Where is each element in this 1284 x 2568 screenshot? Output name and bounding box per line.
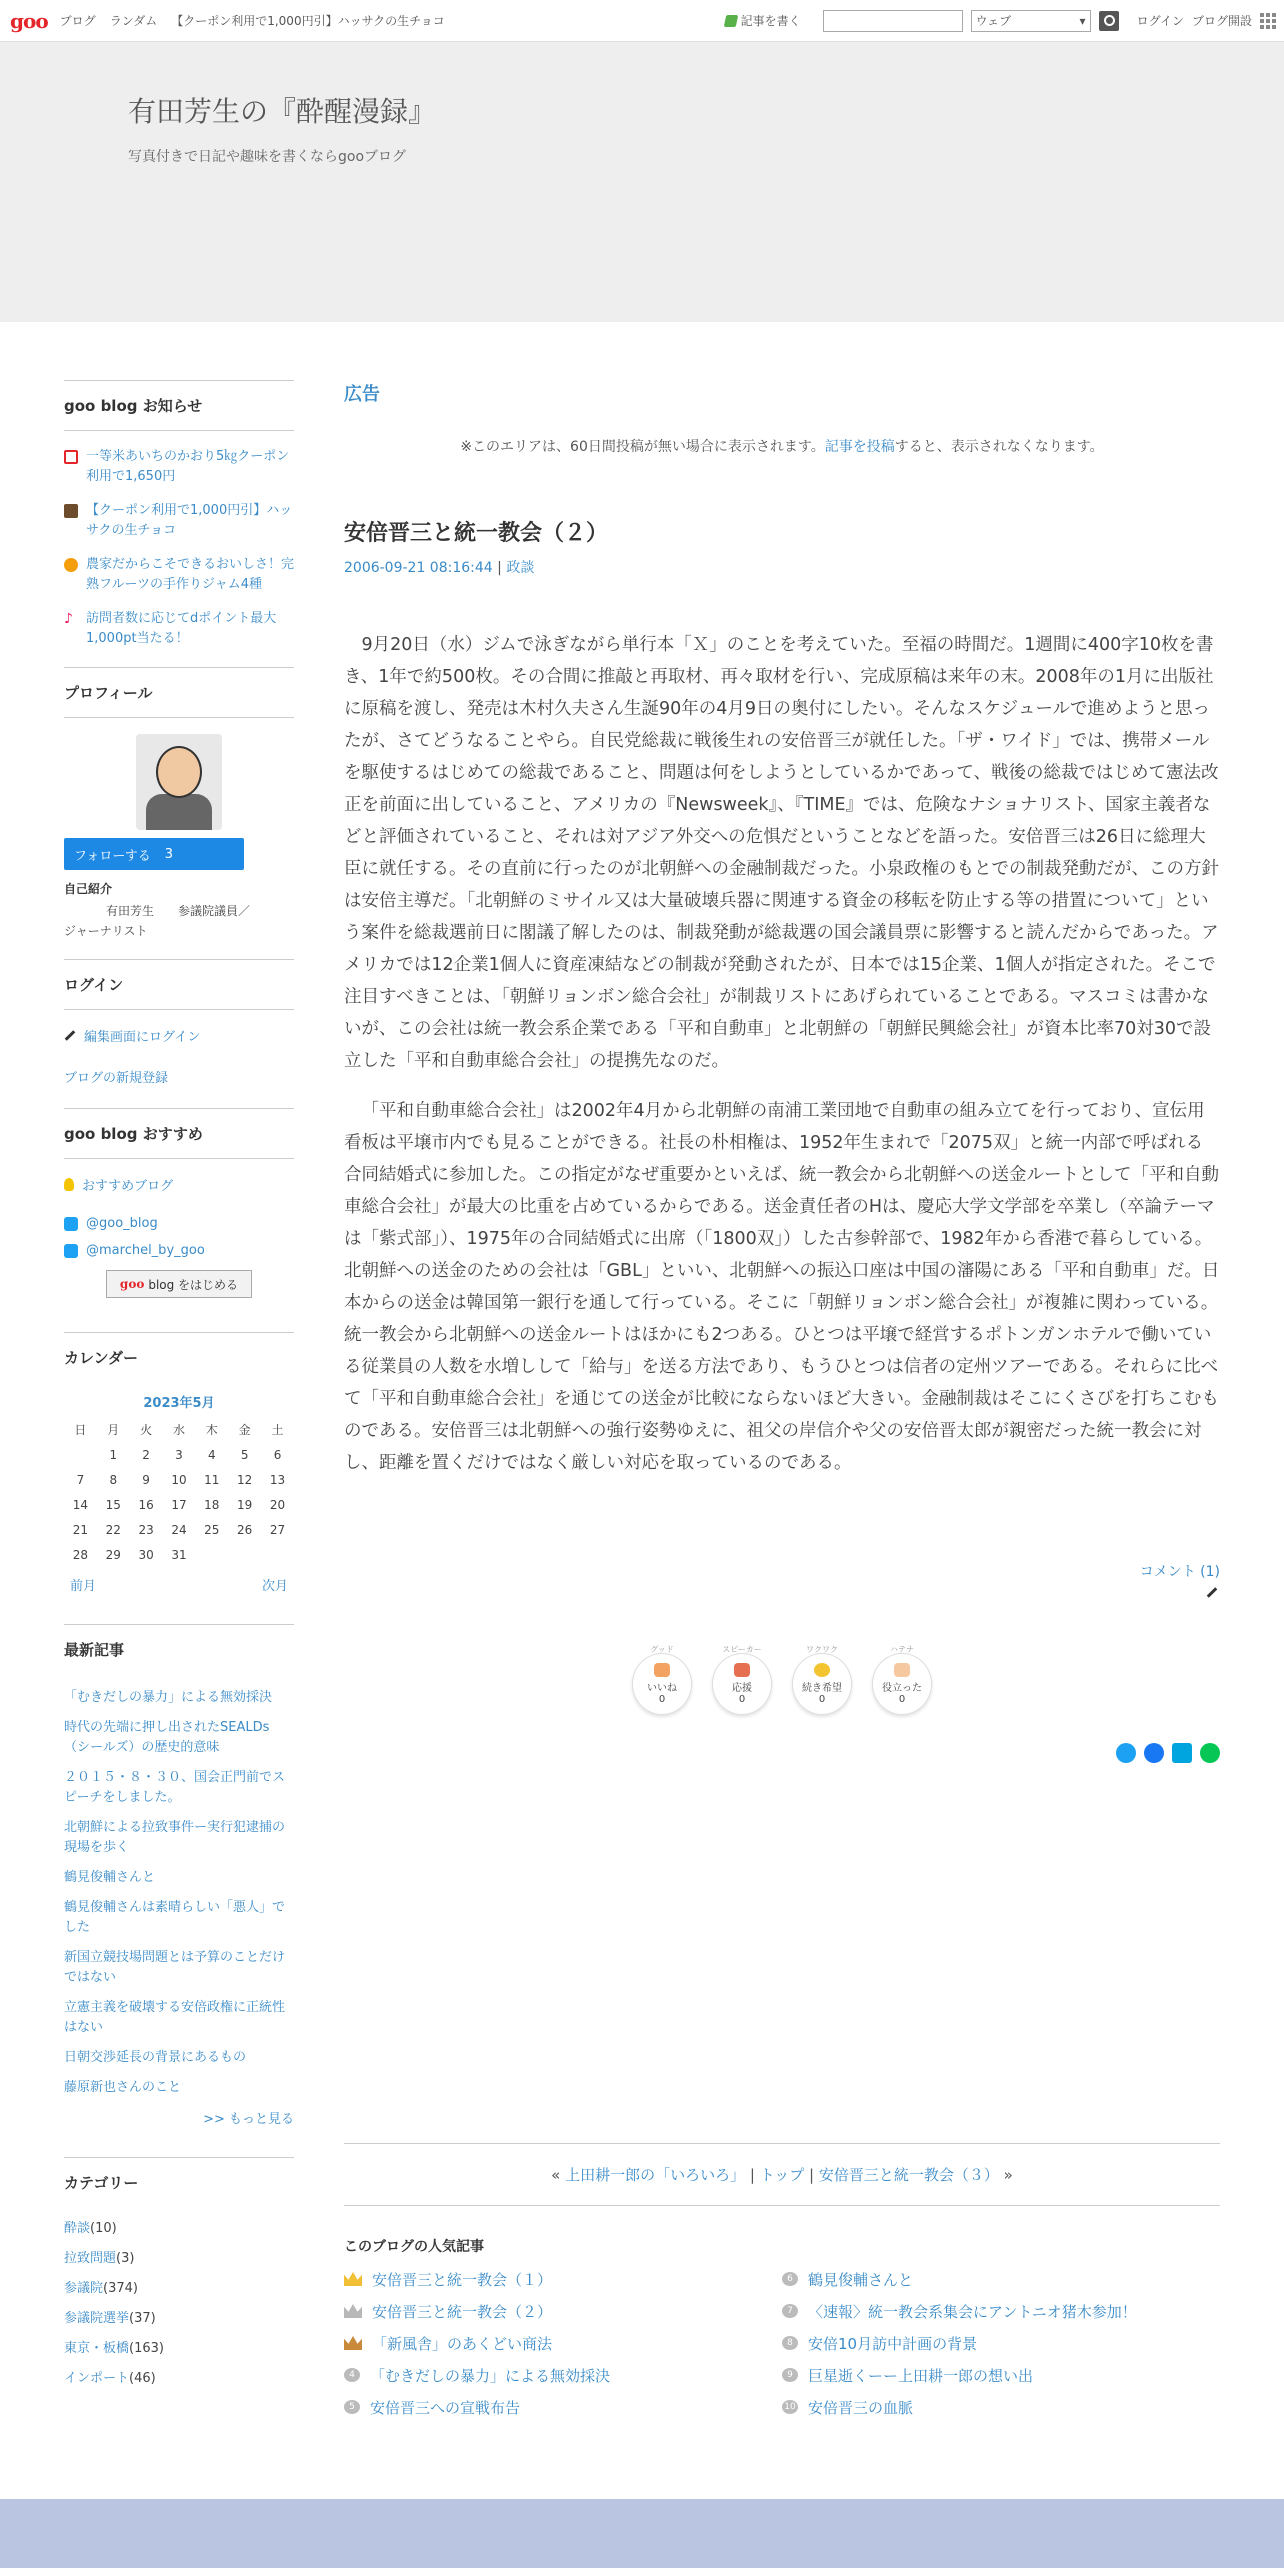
popular-title[interactable]: 「新風舎」のあくどい商法 [372,2334,553,2353]
next-month-link[interactable]: 次月 [261,1579,288,1594]
calendar-nav [64,1567,294,1594]
reaction-caption: グッド [650,1645,674,1654]
popular-title[interactable]: 巨星逝くーー上田耕一郎の想い出 [808,2366,1034,2385]
calendar-day: 22 [105,1522,121,1537]
calendar-weekdays [64,1417,294,1442]
reaction-button[interactable] [712,1645,772,1715]
more-label[interactable]: >> もっと見る [203,2112,294,2127]
write-article-button[interactable] [725,12,801,29]
search-scope-value: ウェブ [975,14,1012,28]
reaction-count: 0 [738,1694,746,1705]
recent-section [64,1624,294,2127]
start-goo-blog-label: blog をはじめる [148,1277,239,1292]
category-count: (10) [90,2221,117,2236]
twitter-handle[interactable]: @marchel_by_goo [86,1243,205,1258]
popular-title[interactable]: 安倍晋三と統一教会（１） [372,2270,553,2289]
silver-crown-icon [344,2304,362,2318]
ad-note-text: ※このエリアは、60日間投稿が無い場合に表示されます。 [460,439,825,455]
notice-text[interactable]: 一等米あいちのかおり5㎏クーポン利用で1,650円 [86,449,290,484]
reaction-caption: ワクワク [806,1645,838,1654]
recent-item[interactable]: 立憲主義を破壊する安倍政権に正統性はない [64,2000,286,2035]
calendar-day: 20 [269,1497,286,1512]
calendar-week [64,1467,294,1492]
pencil-icon [723,15,738,27]
post-paragraph: 「平和自動車総合会社」は2002年4月から北朝鮮の南浦工業団地で自動車の組み立てを行っており、宣伝用看板は平壌市内でも見ることができる。社長の朴相権は、1952年生まれで「2075双」と統一内部で呼ばれる合同結婚式に参加した。この指定がなぜ重要かといえば、統一教会から北朝鮮への送金ルートとして「平和自動車総合会社」が最大の比重を占めているからである。送金責任者のHは、慶応大学文学部を卒業し（卒論テーマは「紫式部」）、1975年の合同結婚式に出席（「1800双」）した古参幹部で、1982年から香港で暮らしている。北朝鮮への送金のための会社は「GBL」といい、北朝鮮への振込口座は中国の瀋陽にある「平和自動車」だ。日本からの送金は韓国第一銀行を通して行っている。そこに「朝鮮リョンボン総合会社」が複雑に関わっている。統一教会から北朝鮮への送金ルートはほかにも2つある。ひとつは平壌で経営するポトンガンホテルで働いている従業員の人数を水増しして「給与」を送る方法であり、もうひとつは信者の定州ツアーである。それらに比べて「平和自動車総合会社」を通じての送金が比較にならないほど大きい。金融制裁はそこにくさびを打ちこむものである。安倍晋三は北朝鮮への強行姿勢ゆえに、祖父の岸信介や父の安倍晋太郎が親密だった統一教会に対し、距離を置くだけではなく厳しい対応を取っているのである。 [344,1101,1220,1473]
reaction-count: 0 [898,1694,906,1705]
twitter-icon[interactable] [1116,1743,1136,1763]
clap-icon [894,1663,910,1677]
twitter-handle[interactable]: @goo_blog [86,1216,158,1231]
category-name[interactable]: インポート [64,2371,130,2386]
recent-list [64,1688,294,2098]
search-button[interactable] [1099,11,1119,31]
calendar-day: 16 [138,1497,154,1512]
rank-badge: 7 [782,2304,798,2318]
weekday: 水 [172,1423,185,1437]
popular-item[interactable] [782,2300,1220,2322]
ad-note [344,436,1220,456]
recent-item[interactable]: 藤原新也さんのこと [64,2080,182,2095]
notice-item[interactable] [64,555,294,595]
category-name[interactable]: 参議院 [64,2281,104,2296]
more-link[interactable] [64,2108,294,2127]
rank-badge: 5 [344,2400,360,2414]
calendar-week [64,1442,294,1467]
edit-login-label[interactable]: 編集画面にログイン [84,1030,201,1045]
recommend-section [64,1108,294,1298]
calendar-day: 7 [76,1472,85,1487]
megaphone-icon [734,1663,750,1677]
category-count: (3) [116,2251,135,2266]
calendar-day: 15 [105,1497,121,1512]
popular-heading: このブログの人気記事 [344,2239,484,2255]
start-goo-blog-button[interactable] [106,1270,252,1298]
weekday: 日 [74,1423,87,1437]
comment-edit-button[interactable] [344,1585,1220,1605]
nav-separator: | [745,2166,760,2184]
category-count: (46) [129,2371,156,2386]
post-datetime[interactable]: 2006-09-21 08:16:44 [344,560,493,576]
top-bar [0,0,1284,42]
rank-badge: 10 [782,2400,798,2414]
recent-item[interactable]: 「むきだしの暴力」による無効採決 [64,1690,273,1705]
calendar-day [195,1542,228,1567]
ad-heading: 広告 [344,384,380,405]
comment-link[interactable] [344,1561,1220,1581]
popular-title[interactable]: 安倍10月訪中計画の背景 [808,2334,978,2353]
calendar-week [64,1542,294,1567]
weekday: 木 [205,1423,218,1437]
category-count: (374) [103,2281,138,2296]
recent-heading: 最新記事 [64,1641,125,1659]
popular-title[interactable]: 鶴見俊輔さんと [808,2270,914,2289]
calendar-table [64,1417,294,1567]
main-content [344,380,1220,2418]
popular-title[interactable]: 〈速報〉統一教会系集会にアントニオ猪木参加！ [808,2302,1137,2321]
prev-month-link[interactable]: 前月 [70,1579,97,1594]
avatar [136,734,222,830]
calendar-day: 26 [237,1522,253,1537]
prev-post-link[interactable]: 上田耕一郎の「いろいろ」 [565,2166,746,2184]
calendar-week [64,1517,294,1542]
meta-separator: | [492,560,507,576]
category-name[interactable]: 拉致問題 [64,2251,117,2266]
notice-text[interactable]: 農家だからこそできるおいしさ！完熟フルーツの手作りジャム4種 [86,557,295,592]
post-paragraph: 9月20日（水）ジムで泳ぎながら単行本「Ｘ」のことを考えていた。至福の時間だ。1週間に400字10枚を書き、1年で約500枚。その合間に推敲と再取材、再々取材を行い、完成原稿は来年の末。2008年の1月に出版社に原稿を渡し、発売は木村久夫さん生誕90年の4月9日の奥付にしたい。そんなスケジュールで進めようと思ったが、さてどうなることやら。自民党総裁に戦後生れの安倍晋三が就任した。「ザ・ワイド」では、携帯メールを駆使するはじめての総裁であること、問題は何をしようとしているかであって、戦後の総裁ではじめて憲法改正を前面に出していること、アメリカの『Newsweek』、『TIME』では、危険なナショナリスト、国家主義者などと評価されていること、それは対アジア外交への危惧だということなどを語った。安倍晋三は26日に総理大臣に就任する。その直前に行ったのが北朝鮮への金融制裁だった。小泉政権のもとでの制裁発動だが、この方針は安倍主導だ。「北朝鮮のミサイル又は大量破壊兵器に関連する資金の移転を防止する等の措置について」という案件を総裁選前日に閣議了解したのは、制裁発動が総裁選の国会議員票に影響すると読んだからであった。アメリカでは12企業1個人に資産凍結などの制裁が発動されたが、日本では15企業、1個人が指定された。そこで注目すべきことは、「朝鮮リョンボン総合会社」が制裁リストにあげられていることである。マスコミは書かないが、この会社は統一教会系企業である「平和自動車」と北朝鮮の「朝鮮民興総会社」が資本比率70対30で設立した「平和自動車総合会社」の提携先なのだ。 [344,635,1219,1071]
profile-section [64,667,294,941]
popular-title[interactable]: 安倍晋三の血脈 [808,2398,914,2417]
calendar-day: 10 [171,1472,187,1487]
category-name[interactable]: 参議院選挙 [64,2311,130,2326]
category-count: (163) [129,2341,164,2356]
calendar-day: 19 [237,1497,253,1512]
twitter-link[interactable] [64,1216,294,1231]
edit-login-link[interactable] [64,1026,294,1045]
reaction-buttons [344,1645,1220,1715]
recent-item[interactable]: 鶴見俊輔さんと [64,1870,156,1885]
app-grid-icon[interactable] [1260,13,1276,29]
calendar-day: 28 [72,1547,89,1562]
rank-badge: 9 [782,2368,798,2382]
calendar-day: 23 [138,1522,154,1537]
calendar-day [64,1442,97,1467]
calendar-section [64,1332,294,1594]
popular-item[interactable] [782,2268,1220,2290]
goo-logo[interactable]: goo [10,8,48,33]
category-name[interactable]: 東京・板橋 [64,2341,130,2356]
top-nav-blog[interactable]: ブログ [59,14,96,28]
popular-item[interactable] [782,2332,1220,2354]
popular-item[interactable] [344,2332,782,2354]
chevron-down-icon: ▾ [1079,13,1086,28]
nav-separator: | [804,2166,819,2184]
notice-item[interactable] [64,501,294,541]
category-item[interactable] [64,2249,294,2269]
weekday: 火 [140,1423,153,1437]
login-section [64,959,294,1086]
notice-text[interactable]: 訪問者数に応じてdポイント最大1,000pt当たる！ [86,611,277,646]
calendar-day: 17 [171,1497,187,1512]
ad-note-text: すると、表示されなくなります。 [894,439,1104,455]
search-scope-select[interactable] [971,10,1091,32]
reaction-label: いいね [647,1683,677,1694]
rank-badge: 4 [344,2368,360,2382]
rice-icon [64,450,78,464]
calendar-day: 31 [171,1547,187,1562]
calendar-day: 13 [269,1472,286,1487]
popular-title[interactable]: 安倍晋三と統一教会（２） [372,2302,553,2321]
twitter-icon [64,1244,78,1258]
recent-item[interactable]: 北朝鮮による拉致事件ー実行犯逮捕の現場を歩く [64,1820,286,1855]
calendar-day: 8 [109,1472,118,1487]
category-item[interactable] [64,2369,294,2389]
calendar-day: 29 [105,1547,121,1562]
category-count: (37) [129,2311,156,2326]
follow-count: 3 [164,846,173,862]
self-intro-text: ジャーナリスト [64,924,148,938]
category-item[interactable] [64,2219,294,2239]
reaction-label: 応援 [732,1683,752,1694]
twitter-link[interactable] [64,1243,294,1258]
post-category-link[interactable]: 政談 [506,560,535,576]
popular-list [344,2268,1220,2418]
weekday: 金 [238,1423,251,1437]
calendar-day: 11 [204,1472,220,1487]
category-list [64,2219,294,2389]
reaction-label: 続き希望 [802,1683,842,1694]
fruit-icon [64,558,78,572]
bottom-overlay-bar [0,2499,1284,2568]
recent-item[interactable]: 時代の先端に押し出されたSEALDs（シールズ）の歴史的意味 [64,1720,270,1755]
login-link[interactable]: ログイン [1136,14,1184,28]
top-link[interactable]: トップ [759,2166,805,2184]
calendar-day: 27 [269,1522,286,1537]
category-item[interactable] [64,2339,294,2359]
calendar-week [64,1492,294,1517]
thumbs-up-icon [654,1663,670,1677]
next-post-link[interactable]: 安倍晋三と統一教会（３） [818,2166,999,2184]
popular-title[interactable]: 「むきだしの暴力」による無効採決 [370,2366,611,2385]
calendar-day: 2 [142,1447,150,1462]
calendar-day: 5 [240,1447,249,1462]
twitter-icon [64,1217,78,1231]
search-input[interactable] [823,10,963,32]
calendar-day [261,1542,294,1567]
popular-item[interactable] [782,2396,1220,2418]
calendar-title[interactable]: 2023年5月 [143,1396,215,1411]
reaction-count: 0 [818,1694,826,1705]
facebook-icon[interactable] [1144,1743,1164,1763]
recent-item[interactable]: 新国立競技場問題とは予算のことだけではない [64,1950,286,1985]
open-blog-link[interactable]: ブログ開設 [1191,14,1252,28]
recommend-blog-label[interactable]: おすすめブログ [82,1179,174,1194]
calendar-day: 4 [207,1447,216,1462]
follow-label: フォローする [74,848,151,864]
popular-item[interactable] [344,2396,782,2418]
profile-heading: プロフィール [64,682,294,718]
top-right-tools [725,10,1284,32]
category-item[interactable] [64,2309,294,2329]
popular-title[interactable]: 安倍晋三への宣戦布告 [370,2398,521,2417]
weekday: 月 [107,1423,120,1437]
calendar-day: 25 [204,1522,220,1537]
lightbulb-icon [64,1178,74,1191]
recent-item[interactable]: ２０１５・８・３０、国会正門前でスピーチをしました。 [64,1770,286,1805]
reaction-button[interactable] [632,1645,692,1715]
popular-item[interactable] [344,2364,782,2386]
calendar-day: 18 [204,1497,220,1512]
bronze-crown-icon [344,2336,362,2350]
weekday: 土 [271,1423,284,1437]
popular-item[interactable] [782,2364,1220,2386]
blog-title[interactable]: 有田芳生の『酔醒漫録』 [128,95,437,128]
top-nav [60,12,445,29]
popular-item[interactable] [344,2268,782,2290]
recent-item[interactable]: 鶴見俊輔さんは素晴らしい「悪人」でした [64,1900,286,1935]
line-icon[interactable] [1200,1743,1220,1763]
sidebar [64,380,294,2407]
top-nav-random[interactable]: ランダム [109,14,158,28]
write-article-label: 記事を書く [740,14,801,28]
new-blog-label[interactable]: ブログの新規登録 [64,1071,169,1086]
post-meta [344,557,1220,577]
top-nav-promo[interactable]: 【クーポン利用で1,000円引】ハッサクの生チョコ [171,14,445,28]
calendar-day: 9 [142,1472,150,1487]
recommend-blog-link[interactable] [64,1175,294,1194]
follow-button[interactable] [64,838,244,870]
self-intro-heading: 自己紹介 [64,882,113,896]
hatena-icon[interactable] [1172,1743,1192,1763]
calendar-day: 30 [138,1547,154,1562]
heart-eyes-icon [814,1663,830,1677]
post-body [344,629,1220,1479]
reaction-label: 役立った [882,1683,922,1694]
recent-item[interactable]: 日朝交渉延長の背景にあるもの [64,2050,247,2065]
calendar-day: 21 [72,1522,89,1537]
nav-marker: » [998,2166,1013,2184]
reaction-button[interactable] [792,1645,852,1715]
reaction-count: 0 [658,1694,666,1705]
rank-badge: 6 [782,2272,798,2286]
calendar-heading: カレンダー [64,1349,139,1367]
notice-text[interactable]: 【クーポン利用で1,000円引】ハッサクの生チョコ [86,503,293,538]
comment-label[interactable]: コメント (1) [1139,1564,1220,1580]
rank-badge: 8 [782,2336,798,2350]
blog-description: 写真付きで日記や趣味を書くならgooブログ [128,149,407,165]
notice-item[interactable] [64,609,294,649]
post-navigation [344,2143,1220,2206]
pencil-icon [65,1030,76,1041]
chocolate-icon [64,504,78,518]
category-section [64,2157,294,2389]
calendar-day: 3 [175,1447,183,1462]
recommend-heading: goo blog おすすめ [64,1123,294,1159]
nav-marker: « [551,2166,566,2184]
notice-heading: goo blog お知らせ [64,395,294,431]
calendar-day: 24 [171,1522,187,1537]
category-item[interactable] [64,2279,294,2299]
goo-logo: goo [119,1277,145,1291]
notice-item[interactable] [64,447,294,487]
post-title[interactable]: 安倍晋三と統一教会（２） [344,521,609,546]
calendar-day: 14 [72,1497,89,1512]
reaction-caption: スピーカー [722,1645,762,1654]
calendar-day: 6 [273,1447,282,1462]
calendar-day [228,1542,261,1567]
category-name[interactable]: 酔談 [64,2221,91,2236]
new-blog-link[interactable] [64,1067,294,1086]
reaction-button[interactable] [872,1645,932,1715]
category-heading: カテゴリー [64,2174,139,2192]
login-heading: ログイン [64,974,294,1010]
calendar-day: 1 [109,1447,118,1462]
note-icon: ♪ [64,611,73,627]
pencil-icon [1207,1587,1218,1598]
gold-crown-icon [344,2272,362,2286]
self-intro-text: 有田芳生 参議院議員／ [106,904,251,918]
reaction-caption: ハテナ [890,1645,914,1654]
blog-header [0,42,1284,322]
post-article-link[interactable]: 記事を投稿 [824,439,895,455]
popular-item[interactable] [344,2300,782,2322]
calendar-day: 12 [237,1472,253,1487]
notice-section [64,380,294,649]
share-buttons [344,1743,1220,1763]
